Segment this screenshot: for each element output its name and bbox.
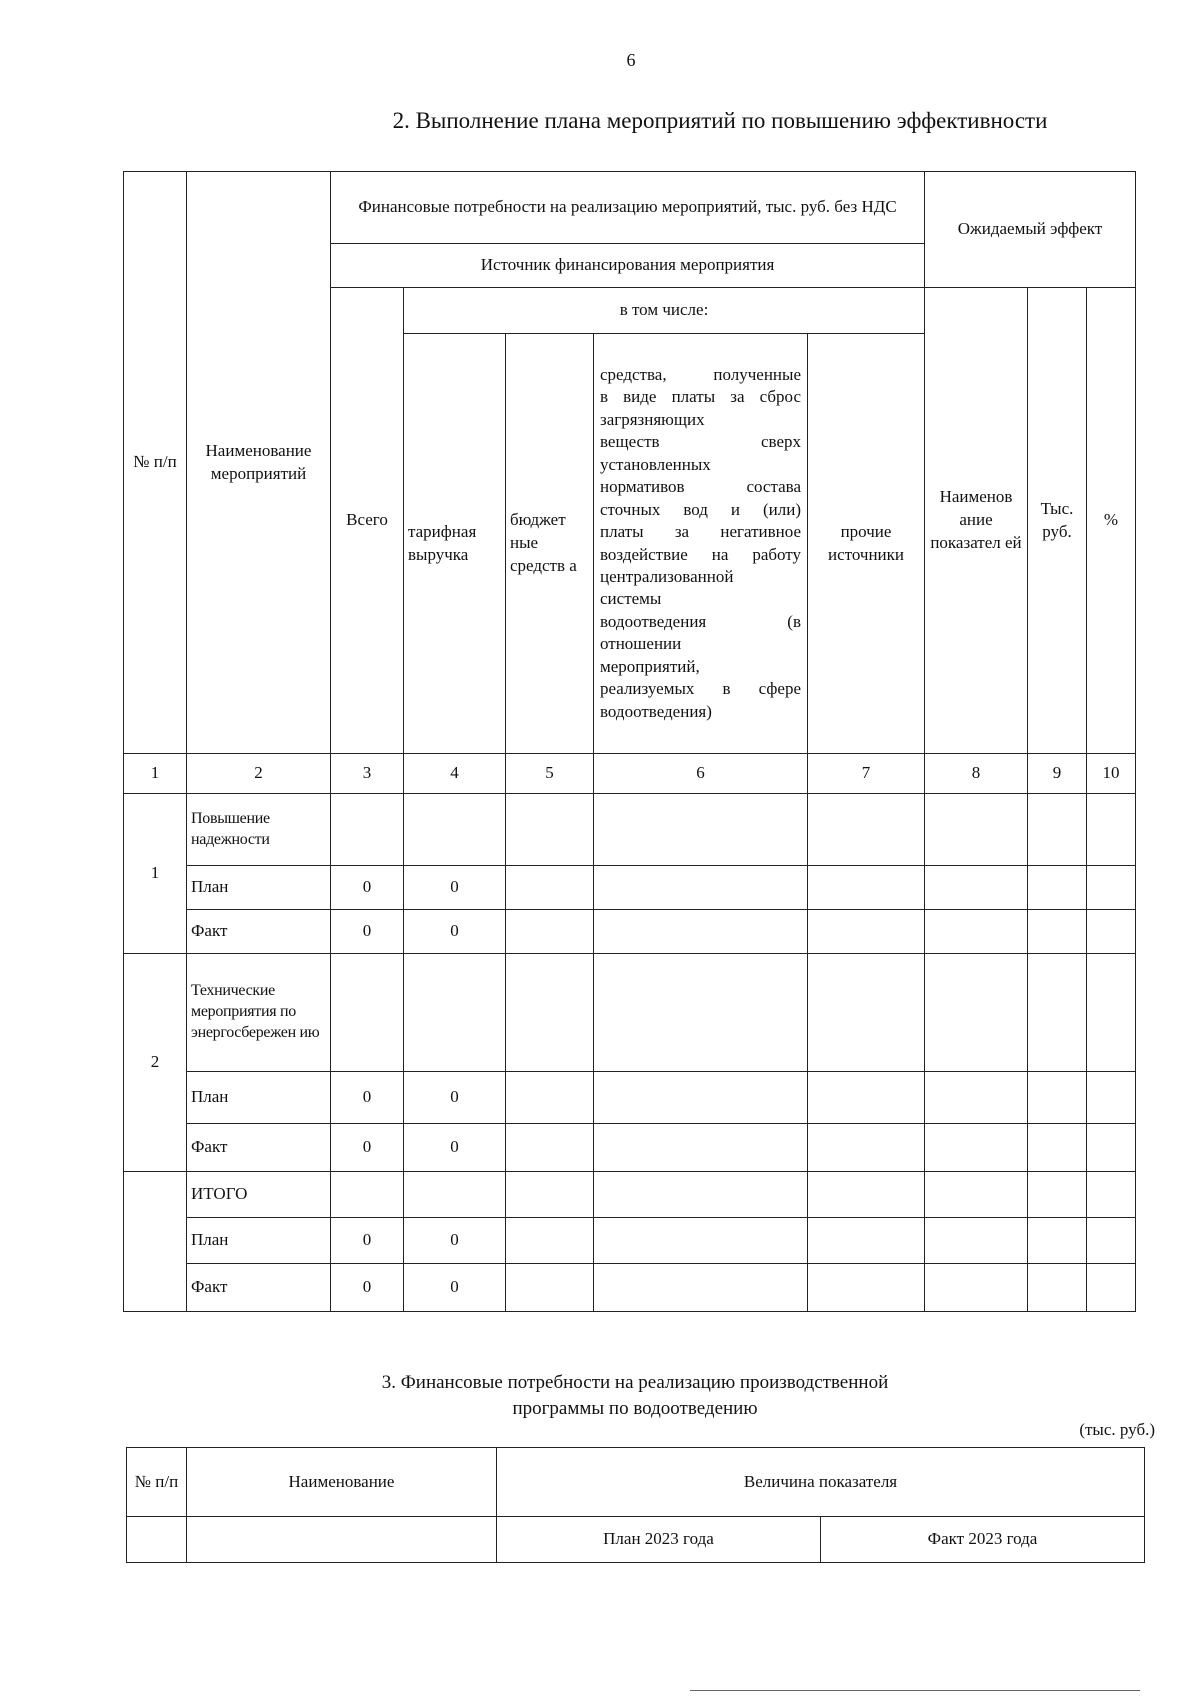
financial-needs-table <box>126 1447 1145 1563</box>
fees-line: сточных вод и (или) <box>600 499 801 519</box>
col-number: 5 <box>506 754 594 794</box>
row-total: 0 <box>331 1124 404 1172</box>
fees-line: платы за негативное <box>600 522 801 542</box>
row-tariff: 0 <box>404 1264 506 1312</box>
header-tariff: тарифная выручка <box>404 334 506 754</box>
fees-line: в виде платы за сброс <box>600 387 801 407</box>
row-tariff: 0 <box>404 1218 506 1264</box>
section-3-title <box>0 1370 1200 1421</box>
header-funding-source: Источник финансирования мероприятия <box>331 244 925 288</box>
col-number: 10 <box>1087 754 1136 794</box>
col-number: 2 <box>187 754 331 794</box>
table-row <box>124 1218 1136 1264</box>
fees-line: централизованной <box>600 566 734 586</box>
efficiency-plan-table <box>123 171 1136 1312</box>
fees-line: воздействие на работу <box>600 544 801 564</box>
col-number: 7 <box>808 754 925 794</box>
header-financial-needs: Финансовые потребности на реализацию мероприятий, тыс. руб. без НДС <box>331 172 925 244</box>
header-total: Всего <box>331 288 404 754</box>
row-label: План <box>187 1218 331 1264</box>
header-fees <box>594 334 808 754</box>
row-tariff: 0 <box>404 1072 506 1124</box>
group-name: Технические мероприятия по энергосбережен ию <box>187 954 331 1072</box>
fees-line: мероприятий, <box>600 656 700 676</box>
section-3-title-line: программы по водоотведению <box>512 1397 758 1419</box>
bottom-rule <box>690 1690 1140 1691</box>
header-other: прочие источники <box>808 334 925 754</box>
header-name: Наименование <box>187 1448 497 1517</box>
header-percent: % <box>1087 288 1136 754</box>
header-value: Величина показателя <box>497 1448 1145 1517</box>
fees-line: системы <box>600 589 662 609</box>
fees-line: средства, полученные <box>600 365 801 384</box>
fees-line: веществ сверх <box>600 432 801 452</box>
header-expected-effect: Ожидаемый эффект <box>925 172 1136 288</box>
fees-line: загрязняющих <box>600 409 705 429</box>
section-3-title-line: 3. Финансовые потребности на реализацию производственной <box>381 1372 889 1393</box>
row-label: План <box>187 1072 331 1124</box>
header-budget: бюджет ные средств а <box>506 334 594 754</box>
col-number: 4 <box>404 754 506 794</box>
fees-line: установленных <box>600 454 711 474</box>
header-fact: Факт 2023 года <box>821 1517 1145 1563</box>
header-including: в том числе: <box>404 288 925 334</box>
row-tariff: 0 <box>404 1124 506 1172</box>
header-name: Наименование мероприятий <box>187 172 331 754</box>
group-number <box>124 1172 187 1312</box>
col-number: 1 <box>124 754 187 794</box>
row-label: Факт <box>187 1124 331 1172</box>
col-number: 8 <box>925 754 1028 794</box>
col-number: 3 <box>331 754 404 794</box>
fees-line: водоотведения (в <box>600 611 801 631</box>
table-row <box>124 866 1136 910</box>
group-name: Повышение надежности <box>187 794 331 866</box>
fees-line: нормативов состава <box>600 477 801 497</box>
header-num: № п/п <box>127 1448 187 1517</box>
table-row <box>124 910 1136 954</box>
row-total: 0 <box>331 1218 404 1264</box>
header-num: № п/п <box>124 172 187 754</box>
group-number: 1 <box>124 794 187 954</box>
page-number: 6 <box>626 50 636 70</box>
fees-line: реализуемых в сфере <box>600 679 801 699</box>
col-number: 6 <box>594 754 808 794</box>
row-tariff: 0 <box>404 866 506 910</box>
row-total: 0 <box>331 910 404 954</box>
col-number: 9 <box>1028 754 1087 794</box>
table-row <box>124 1072 1136 1124</box>
row-label: План <box>187 866 331 910</box>
row-tariff: 0 <box>404 910 506 954</box>
fees-line: водоотведения) <box>600 701 712 721</box>
section-2-title: 2. Выполнение плана мероприятий по повышению эффективности <box>392 108 1048 133</box>
header-indicator: Наименов ание показател ей <box>925 288 1028 754</box>
table-row <box>124 1124 1136 1172</box>
row-label: Факт <box>187 910 331 954</box>
group-number: 2 <box>124 954 187 1172</box>
fees-line: отношении <box>600 634 682 654</box>
header-thousand-rub: Тыс. руб. <box>1028 288 1087 754</box>
units-label: (тыс. руб.) <box>1079 1420 1155 1439</box>
row-label: Факт <box>187 1264 331 1312</box>
group-name: ИТОГО <box>187 1172 331 1218</box>
row-total: 0 <box>331 1072 404 1124</box>
header-plan: План 2023 года <box>497 1517 821 1563</box>
row-total: 0 <box>331 1264 404 1312</box>
table-row <box>124 1264 1136 1312</box>
row-total: 0 <box>331 866 404 910</box>
